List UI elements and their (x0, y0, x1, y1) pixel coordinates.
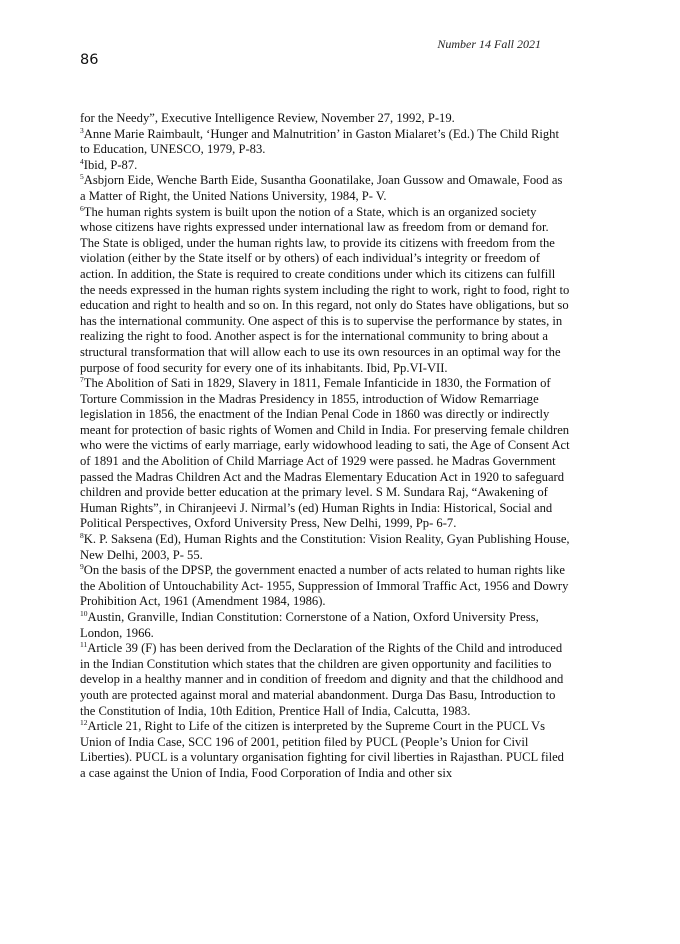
footnote-text: The Abolition of Sati in 1829, Slavery in 1811, Female Infanticide in 1830, the Formation of Torture Commission in the Madras Presidency in 1855, introduction of Widow Remarriage legislation in 1856, the enactment of the Indian Penal Code in 1860 was directly or indirectly meant for protection of basic rights of Women and Child in India. For preserving female children who were the victims of early marriage, early widowhood leading to sati, the Age of Consent Act of 1891 and the Abolition of Child Marriage Act of 1929 were passed. he Madras Government passed the Madras Children Act and the Madras Elementary Education Act in 1920 to safeguard children and provide better education at the primary level. S M. Sundara Raj, “Awakening of Human Rights”, in Chiranjeevi J. Nirmal’s (ed) Human Rights in India: Historical, Social and Political Perspectives, Oxford University Press, New Delhi, 1999, Pp- 6-7. (80, 376, 570, 531)
footnote-4 (80, 158, 570, 174)
footnote-text: Article 39 (F) has been derived from the Declaration of the Rights of the Child and introduced in the Indian Constitution which states that the children are given opportunity and facilities to develop in a healthy manner and in condition of freedom and dignity and that the childhood and youth are protected against moral and material abandonment. Durga Das Basu, Introduction to the Constitution of India, 10th Edition, Prentice Hall of India, Calcutta, 1983. (80, 641, 564, 718)
footnote-9 (80, 563, 570, 610)
footnote-7 (80, 376, 570, 532)
journal-issue-header: Number 14 Fall 2021 (437, 37, 541, 51)
footnote-text: Article 21, Right to Life of the citizen is interpreted by the Supreme Court in the PUCL Vs Union of India Case, SCC 196 of 2001, petition filed by PUCL (People’s Union for Civil Liberties). PUCL is a voluntary organisation fighting for civil liberties in Rajasthan. PUCL filed a case against the Union of India, Food Corporation of India and other six (80, 719, 564, 780)
footnote-text: K. P. Saksena (Ed), Human Rights and the Constitution: Vision Reality, Gyan Publishing House, New Delhi, 2003, P- 55. (80, 532, 570, 562)
footnote-text: Ibid, P-87. (83, 157, 138, 172)
footnote-10 (80, 610, 570, 641)
footnote-text: for the Needy”, Executive Intelligence Review, November 27, 1992, P-19. (80, 111, 455, 125)
footnote-marker: 5 (80, 172, 84, 182)
page-number: 86 (80, 52, 99, 68)
footnote-6 (80, 205, 570, 377)
footnote-3 (80, 127, 570, 158)
footnote-continuation (80, 111, 570, 127)
footnote-marker: 10 (80, 609, 88, 618)
footnote-11 (80, 641, 570, 719)
footnote-text: The human rights system is built upon the notion of a State, which is an organized society whose citizens have rights expressed under international law as freedom from or demand for. The State is obliged, under the human rights law, to provide its citizens with freedom from the violation (either by the State itself or by others) of each individual’s integrity or freedom of action. In addition, the State is required to create conditions under which its citizens can fulfill the needs expressed in the human rights system including the right to work, right to food, right to education and right to health and so on. In this regard, not only do States have obligations, but so has the international community. One aspect of this is to supervise the performance by states, in realizing the right to food. Another aspect is for the international community to bring about a structural transformation that will allow each to use its own resources in an optimal way for the purpose of food security for every one of its inhabitants. Ibid, Pp.VI-VII. (80, 204, 570, 375)
footnote-marker: 8 (80, 531, 84, 541)
footnote-marker: 3 (80, 125, 84, 135)
footnote-text: Anne Marie Raimbault, ‘Hunger and Malnutrition’ in Gaston Mialaret’s (Ed.) The Child Right to Education, UNESCO, 1979, P-83. (80, 126, 559, 157)
footnote-marker: 9 (80, 562, 84, 572)
footnote-8 (80, 532, 570, 563)
footnote-marker: 6 (80, 203, 84, 213)
footnote-marker: 12 (80, 718, 88, 728)
footnotes-section (80, 111, 570, 782)
footnote-text: On the basis of the DPSP, the government enacted a number of acts related to human rights like the Abolition of Untouchability Act- 1955, Suppression of Immoral Traffic Act, 1956 and Dowry Prohibition Act, 1961 (Amendment 1984, 1986). (80, 563, 569, 609)
footnote-text: Austin, Granville, Indian Constitution: Cornerstone of a Nation, Oxford University Press, London, 1966. (80, 610, 539, 640)
footnote-marker: 7 (80, 375, 84, 385)
footnote-12 (80, 719, 570, 781)
footnote-5 (80, 173, 570, 204)
footnote-marker: 4 (80, 156, 84, 166)
footnote-text: Asbjorn Eide, Wenche Barth Eide, Susantha Goonatilake, Joan Gussow and Omawale, Food as a Matter of Right, the United Nations University, 1984, P- V. (80, 173, 563, 203)
footnote-marker: 11 (80, 640, 88, 650)
